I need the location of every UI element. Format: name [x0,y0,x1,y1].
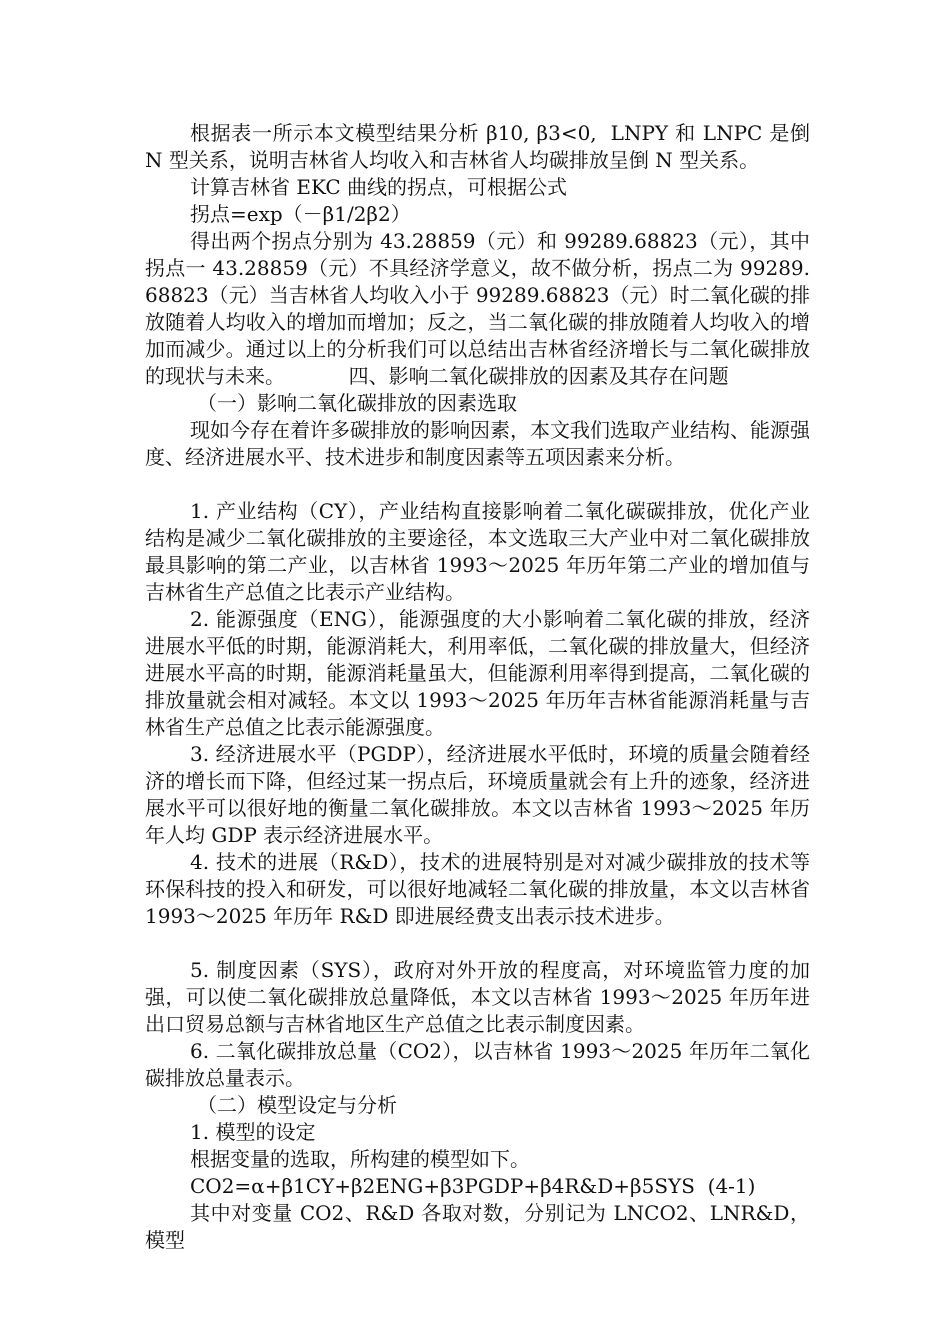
paragraph-factor-energy-intensity: 2. 能源强度（ENG），能源强度的大小影响着二氧化碳的排放，经济进展水平低的时期，能源消耗大，利用率低，二氧化碳的排放量大，但经济进展水平高的时期，能源消耗量虽大，但能源利用率得到提高，二氧化碳的排放量就会相对减轻。本文以 1993～2025 年历年吉林省能源消耗量与吉林省生产总值之比表示能源强度。 [145,607,810,739]
paragraph-factor-economic-level: 3. 经济进展水平（PGDP），经济进展水平低时，环境的质量会随着经济的增长而下降，但经过某一拐点后，环境质量就会有上升的迹象，经济进展水平可以很好地的衡量二氧化碳排放。本文以吉林省 1993～2025 年历年人均 GDP 表示经济进展水平。 [145,742,810,847]
blank-line [145,471,810,498]
paragraph-analysis-result: 根据表一所示本文模型结果分析 β10, β3<0, LNPY 和 LNPC 是倒 N 型关系，说明吉林省人均收入和吉林省人均碳排放呈倒 N 型关系。 [145,121,817,172]
paragraph-model-intro: 根据变量的选取，所构建的模型如下。 [190,1147,530,1171]
section-heading-model: （二）模型设定与分析 [197,1093,397,1117]
paragraph-factors-intro: 现如今存在着许多碳排放的影响因素，本文我们选取产业结构、能源强度、经济进展水平、技术进步和制度因素等五项因素来分析。 [145,418,810,469]
paragraph-turning-point-intro: 计算吉林省 EKC 曲线的拐点，可根据公式 [190,175,568,199]
blank-line [145,930,810,957]
document-page [145,120,817,1254]
paragraph-factor-institution: 5. 制度因素（SYS），政府对外开放的程度高，对环境监管力度的加强，可以使二氧化碳排放总量降低，本文以吉林省 1993～2025 年历年进出口贸易总额与吉林省地区生产总值之比表示制度因素。 [145,958,810,1036]
paragraph-factor-co2-total: 6. 二氧化碳排放总量（CO2），以吉林省 1993～2025 年历年二氧化碳排放总量表示。 [145,1039,810,1090]
formula-model: CO2=α+β1CY+β2ENG+β3PGDP+β4R&D+β5SYS (4-1) [190,1174,756,1198]
paragraph-factor-industry-structure: 1. 产业结构（CY），产业结构直接影响着二氧化碳碳排放，优化产业结构是减少二氧化碳排放的主要途径，本文选取三大产业中对二氧化碳排放最具影响的第二产业，以吉林省 1993～2025 年历年第二产业的增加值与吉林省生产总值之比表示产业结构。 [145,499,810,604]
section-heading-factors: （一）影响二氧化碳排放的因素选取 [197,391,517,415]
paragraph-factor-technology: 4. 技术的进展（R&D），技术的进展特别是对对减少碳排放的技术等环保科技的投入和研发，可以很好地减轻二氧化碳的排放量，本文以吉林省 1993～2025 年历年 R&D 即进展经费支出表示技术进步。 [145,850,817,928]
paragraph-turning-point-result: 得出两个拐点分别为 43.28859（元）和 99289.68823（元），其中拐点一 43.28859（元）不具经济学意义，故不做分析，拐点二为 99289.68823（元）当吉林省人均收入小于 99289.68823（元）时二氧化碳的排放随着人均收入的增加而增加；反之，当二氧化碳的排放随着人均收入的增加而减少。通过以上的分析我们可以总结出吉林省经济增长与二氧化碳排放的现状与未来。 四、影响二氧化碳排放的因素及其存在问题 [145,229,810,388]
formula-turning-point: 拐点=exp（－β1/2β2） [190,202,411,226]
subheading-model-setup: 1. 模型的设定 [190,1120,316,1144]
paragraph-log-transform: 其中对变量 CO2、R&D 各取对数，分别记为 LNCO2、LNR&D，模型 [145,1201,810,1252]
